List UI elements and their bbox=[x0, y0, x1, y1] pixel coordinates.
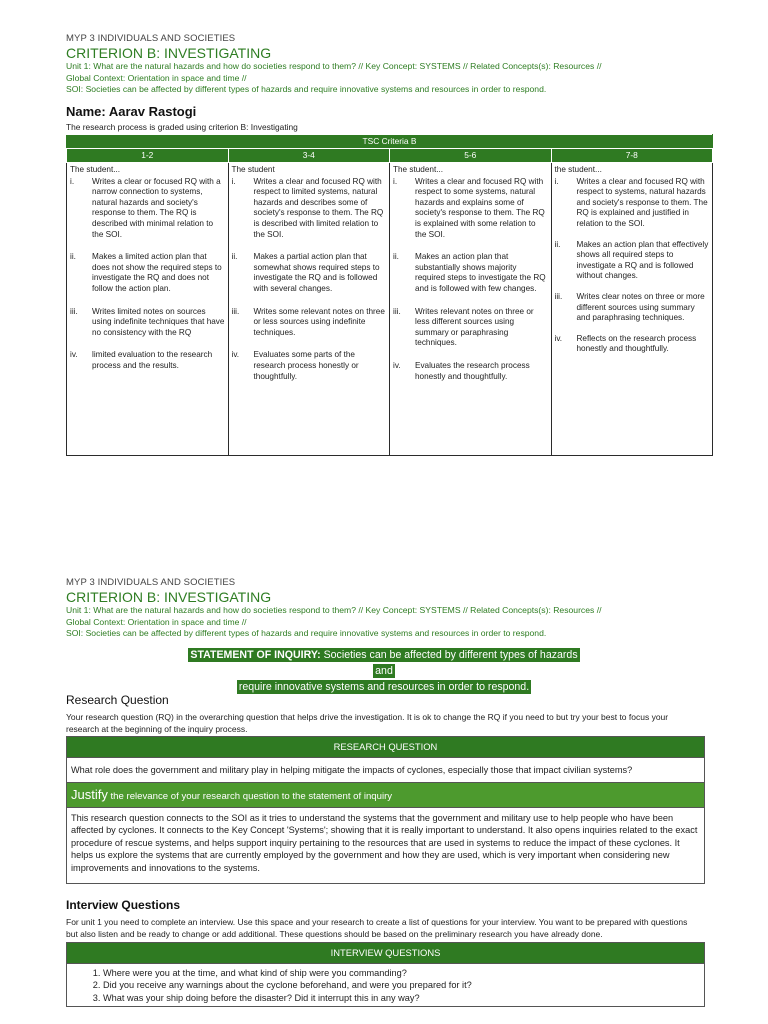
band-header: 3-4 bbox=[228, 149, 390, 163]
rubric-item-num: ii. bbox=[554, 239, 561, 249]
rubric-item-num: i. bbox=[393, 176, 398, 186]
rubric-item-text: Makes a partial action plan that somewhat shows required steps to investigate the RQ and is followed with several changes. bbox=[253, 252, 380, 293]
rubric-item-num: i. bbox=[70, 176, 75, 186]
rubric-item-text: Writes a clear and focused RQ with respect to limited systems, natural hazards and describes some of society's response to them. The RQ is described with limited relation to the SOI. bbox=[253, 176, 384, 239]
research-desc-line-2: research at the beginning of the inquiry process. bbox=[66, 724, 248, 734]
band-header: 5-6 bbox=[390, 149, 552, 163]
justify-rest: the relevance of your research question to the statement of inquiry bbox=[110, 790, 393, 802]
rubric-item-num: iv. bbox=[393, 360, 401, 370]
rubric-intro: The student... bbox=[393, 165, 444, 174]
interview-questions-list bbox=[67, 963, 704, 1006]
research-question-text[interactable]: What role does the government and military play in helping mitigate the impacts of cyclones, especially those that impact civilian systems? bbox=[67, 757, 704, 782]
statement-of-inquiry bbox=[184, 647, 584, 695]
rubric-item-num: i. bbox=[231, 176, 236, 186]
soi-line: SOI: Societies can be affected by different types of hazards and require innovative systems and resources in order to respond. bbox=[66, 628, 547, 638]
rubric-item bbox=[555, 177, 710, 230]
rubric-item-text: Makes a limited action plan that does not show the required steps to investigate the RQ and does not follow the action plan. bbox=[92, 252, 222, 293]
rubric-cell bbox=[551, 163, 713, 456]
rubric-item bbox=[70, 307, 225, 339]
global-context-line: Global Context: Orientation in space and time // bbox=[66, 616, 247, 627]
interview-desc-line-1: For unit 1 you need to complete an interview. Use this space and your research to create a list of questions for your interview. You want to be prepared with questions bbox=[66, 917, 688, 927]
rubric-item-text: Makes an action plan that effectively shows all required steps to investigate a RQ and is followed without changes. bbox=[576, 239, 709, 281]
page-header bbox=[66, 33, 716, 96]
rubric-cell bbox=[67, 163, 229, 456]
rubric-title: TSC Criteria B bbox=[67, 135, 713, 149]
rubric-item-text: Evaluates some parts of the research process honestly or thoughtfully. bbox=[253, 350, 359, 381]
rubric-intro: the student... bbox=[554, 165, 602, 174]
rubric-item bbox=[555, 334, 710, 355]
rubric-item bbox=[232, 307, 387, 339]
rubric-item bbox=[70, 350, 225, 371]
rubric-item-text: Writes some relevant notes on three or less sources using indefinite techniques. bbox=[253, 306, 385, 337]
rubric-item-text: limited evaluation to the research process and the results. bbox=[92, 350, 213, 370]
rubric-item-num: ii. bbox=[231, 252, 238, 262]
unit-line: Unit 1: What are the natural hazards and how do societies respond to them? // Key Concept: SYSTEMS // Related Concepts(s): Resources // bbox=[66, 61, 602, 71]
rubric-item bbox=[555, 240, 710, 282]
soi-line: SOI: Societies can be affected by different types of hazards and require innovative systems and resources in order to respond. bbox=[66, 84, 547, 94]
soi-text-1: Societies can be affected by different types of hazards and bbox=[323, 649, 578, 677]
rubric-item-text: Writes a clear or focused RQ with a narrow connection to systems, natural hazards and society's response to them. The RQ is described with minimal relation to the SOI. bbox=[92, 176, 221, 239]
research-desc-line-1: Your research question (RQ) in the overarching question that helps drive the investigation. It is ok to change the RQ if you need to but try your best to focus your bbox=[66, 712, 669, 722]
rubric-item-num: iii. bbox=[393, 306, 401, 316]
rubric-item-num: iv. bbox=[231, 350, 240, 360]
criterion-title: CRITERION B: INVESTIGATING bbox=[66, 589, 272, 605]
rubric-item-text: Makes an action plan that substantially shows majority required steps to investigate the RQ and is followed with few changes. bbox=[415, 252, 546, 293]
interview-question[interactable]: 3. What was your ship doing before the disaster? Did it interrupt this in any way? bbox=[103, 992, 704, 1004]
justify-word: Justify bbox=[71, 786, 108, 802]
band-header: 1-2 bbox=[67, 149, 229, 163]
rubric-table bbox=[66, 134, 713, 456]
justify-bar bbox=[67, 782, 704, 807]
rubric-item-text: Writes clear notes on three or more different sources using summary and paraphrasing techniques. bbox=[576, 291, 705, 323]
interview-questions-bar: INTERVIEW QUESTIONS bbox=[67, 943, 704, 963]
rubric-item-text: Writes limited notes on sources using indefinite techniques that have no consistency with the RQ bbox=[92, 306, 225, 337]
rubric-item-num: iii. bbox=[70, 306, 78, 316]
page-header-2 bbox=[66, 577, 716, 640]
rubric-item-text: Writes a clear and focused RQ with respect to systems, natural hazards and society's response to them. The RQ is explained and justified in relation to the SOI. bbox=[576, 176, 708, 228]
course-title: MYP 3 INDIVIDUALS AND SOCIETIES bbox=[66, 33, 236, 44]
interview-desc-line-2: but also listen and be ready to change or add additional. These questions should be based on the preliminary research you have already done. bbox=[66, 929, 603, 939]
soi-text-2: require innovative systems and resources in order to respond. bbox=[238, 681, 530, 693]
interview-question[interactable]: 1. Where were you at the time, and what kind of ship were you commanding? bbox=[103, 967, 704, 979]
rubric-item bbox=[232, 350, 387, 382]
rubric-item bbox=[393, 177, 548, 241]
interview-question[interactable]: 2. Did you receive any warnings about the cyclone beforehand, and were you prepared for it? bbox=[103, 979, 704, 991]
criterion-title: CRITERION B: INVESTIGATING bbox=[66, 45, 272, 61]
interview-questions-box bbox=[66, 942, 705, 1007]
interview-heading: Interview Questions bbox=[66, 898, 181, 912]
rubric-item-num: iii. bbox=[231, 306, 240, 316]
global-context-line: Global Context: Orientation in space and time // bbox=[66, 72, 247, 83]
rubric-item bbox=[393, 252, 548, 294]
rubric-item bbox=[232, 177, 387, 241]
band-header: 7-8 bbox=[551, 149, 713, 163]
research-heading: Research Question bbox=[66, 693, 169, 707]
research-question-bar: RESEARCH QUESTION bbox=[67, 737, 704, 757]
rubric-item bbox=[70, 252, 225, 294]
rubric-cell bbox=[228, 163, 390, 456]
interview-description bbox=[66, 916, 706, 940]
rubric-item-num: i. bbox=[554, 176, 559, 186]
rubric-item bbox=[393, 361, 548, 382]
rubric-item-num: iv. bbox=[554, 333, 563, 343]
rubric-item-text: Writes relevant notes on three or less different sources using summary or paraphrasing techniques. bbox=[415, 306, 534, 348]
rubric-item-num: iii. bbox=[554, 291, 563, 301]
rubric-item bbox=[232, 252, 387, 294]
graded-note: The research process is graded using criterion B: Investigating bbox=[66, 122, 298, 132]
rubric-item-text: Writes a clear and focused RQ with respect to some systems, natural hazards and explains some of society's response to them. The RQ is explained with some relation to the SOI. bbox=[415, 176, 545, 239]
rubric-item-text: Evaluates the research process honestly and thoughtfully. bbox=[415, 360, 530, 381]
research-description bbox=[66, 711, 706, 735]
rubric-item bbox=[70, 177, 225, 241]
student-name: Name: Aarav Rastogi bbox=[66, 104, 197, 119]
rubric-item bbox=[393, 307, 548, 349]
rubric-item-num: ii. bbox=[70, 252, 76, 262]
justification-text[interactable]: This research question connects to the SOI as it tries to understand the systems that the government and military use to help people who have been affected by cyclones. It connects to the Key Concept 'Systems'; showing that it is really important to understand. It also opens inquiries related to the exact procedure of rescue systems, and helps support inquiry pertaining to the resources that are used in systems to reduce the impact of these cyclones. It helps us explore the systems that are currently employed by the government and how they are used, which is very important when considering new improvements and innovations to the systems. bbox=[67, 807, 704, 884]
rubric-intro: The student... bbox=[70, 165, 121, 174]
unit-line: Unit 1: What are the natural hazards and how do societies respond to them? // Key Concept: SYSTEMS // Related Concepts(s): Resources // bbox=[66, 605, 602, 615]
rubric-item-text: Reflects on the research process honestly and thoughtfully. bbox=[576, 333, 697, 354]
course-title: MYP 3 INDIVIDUALS AND SOCIETIES bbox=[66, 577, 236, 588]
rubric-item-num: ii. bbox=[393, 252, 399, 262]
rubric-item-num: iv. bbox=[70, 350, 78, 360]
soi-label: STATEMENT OF INQUIRY: bbox=[190, 649, 321, 661]
rubric-item bbox=[555, 292, 710, 324]
rubric-intro: The student bbox=[231, 165, 275, 174]
rubric-cell bbox=[390, 163, 552, 456]
research-question-box bbox=[66, 736, 705, 884]
